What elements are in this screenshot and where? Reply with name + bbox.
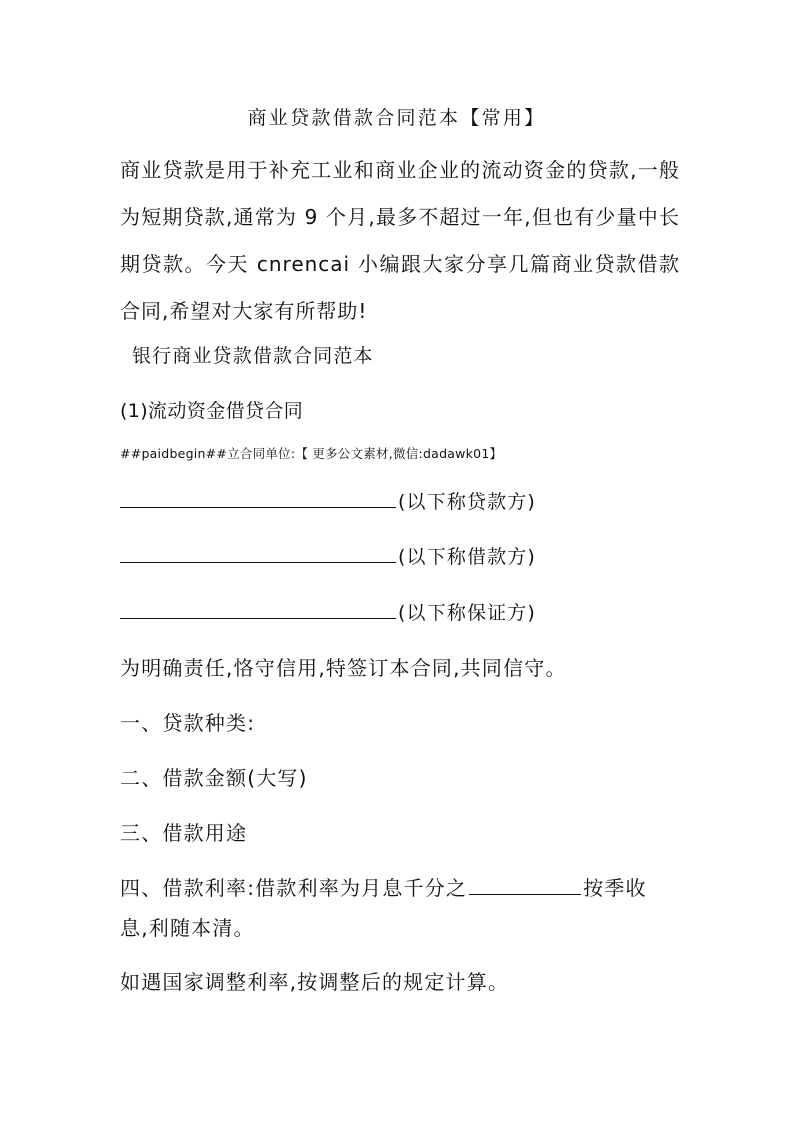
lender-blank bbox=[120, 487, 396, 508]
party-lender-line bbox=[120, 487, 536, 514]
party-borrower-label: (以下称借款方) bbox=[398, 546, 536, 568]
party-guarantor-label: (以下称保证方) bbox=[398, 602, 536, 624]
purpose-line: 为明确责任,恪守信用,特签订本合同,共同信守。 bbox=[120, 656, 567, 680]
party-borrower-line bbox=[120, 542, 536, 569]
borrower-blank bbox=[120, 542, 396, 563]
party-guarantor-line bbox=[120, 598, 536, 625]
clause-4-suffix: 按季收 bbox=[583, 876, 647, 900]
paid-begin-line: ##paidbegin##立合同单位:【 更多公文素材,微信:dadawk01】 bbox=[120, 446, 503, 461]
intro-paragraph: 商业贷款是用于补充工业和商业企业的流动资金的贷款,一般为短期贷款,通常为 9 个月,最多不超过一年,但也有少量中长期贷款。今天 cnrencai 小编跟大家分享几篇商业贷款借款合同,希望对大家有所帮助! bbox=[120, 158, 680, 323]
subheading: (1)流动资金借贷合同 bbox=[120, 400, 304, 422]
clause-2: 二、借款金额(大写) bbox=[120, 766, 308, 790]
party-lender-label: (以下称贷款方) bbox=[398, 491, 536, 513]
clause-3: 三、借款用途 bbox=[120, 821, 248, 845]
clause-4-prefix: 四、借款利率:借款利率为月息千分之 bbox=[120, 876, 468, 900]
section-heading: 银行商业贷款借款合同范本 bbox=[132, 345, 374, 367]
guarantor-blank bbox=[120, 598, 396, 619]
clause-4 bbox=[120, 872, 647, 901]
clause-4-continuation: 息,利随本清。 bbox=[120, 916, 255, 940]
clause-note: 如遇国家调整利率,按调整后的规定计算。 bbox=[120, 970, 510, 994]
document-title: 商业贷款借款合同范本【常用】 bbox=[247, 107, 546, 129]
clause-1: 一、贷款种类: bbox=[120, 711, 256, 735]
interest-rate-blank bbox=[469, 874, 581, 895]
